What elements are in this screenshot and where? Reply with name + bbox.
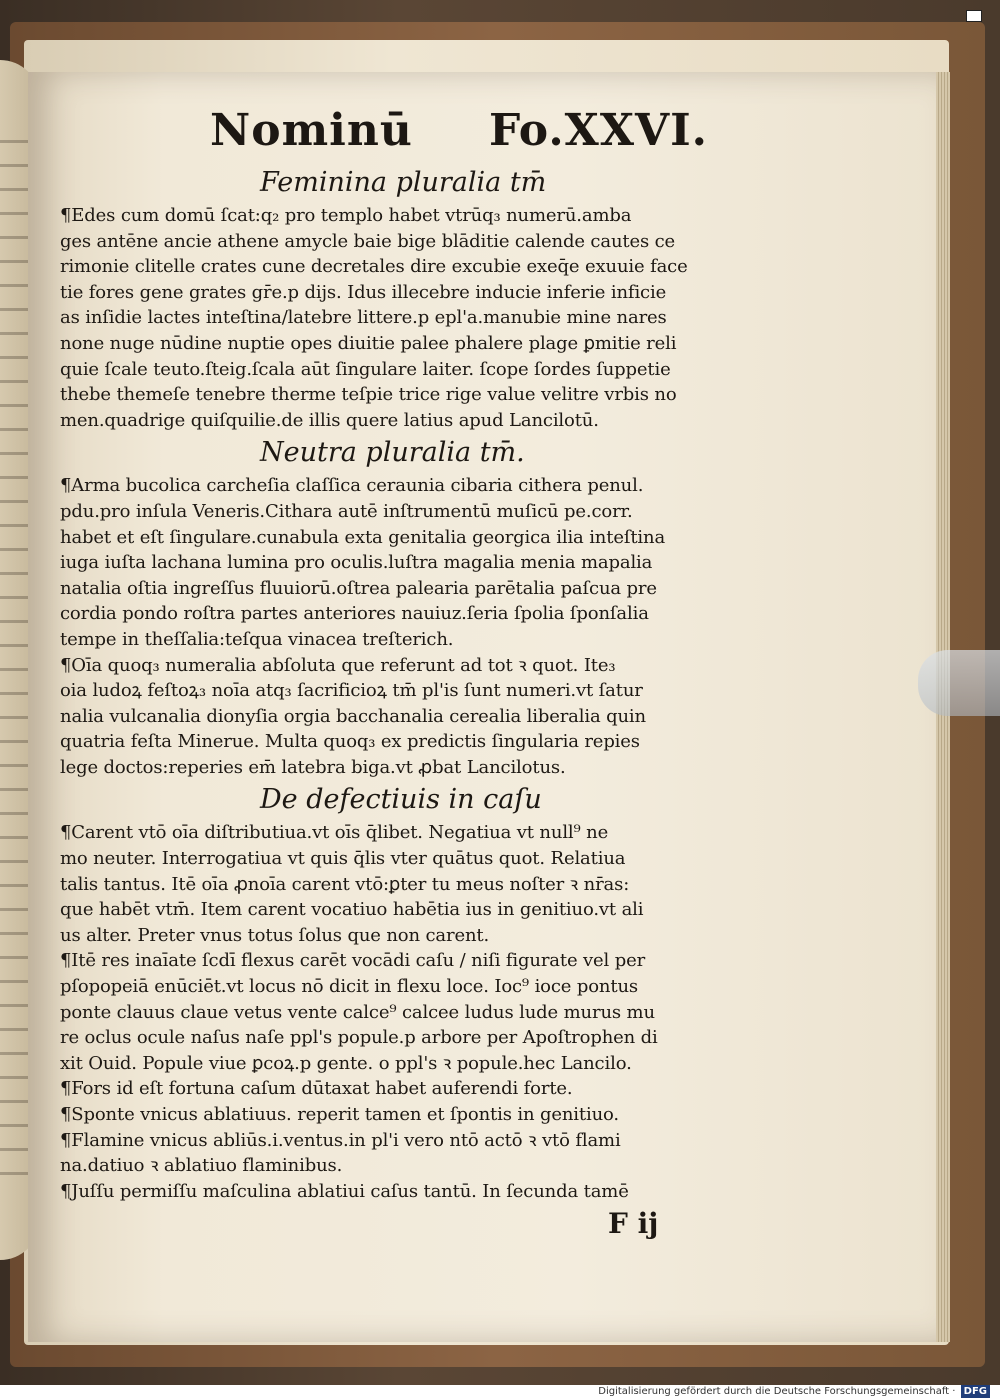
text-line: men.quadrige quiſquilie.de illis quere latius apud Lancilotū. [60, 409, 599, 431]
digitization-footer [0, 1385, 1000, 1398]
folio-number: Fo.XXVI. [488, 105, 708, 156]
text-line: tempe in theſſalia:teſqua vinacea treſterich. [60, 628, 454, 650]
text-line: nalia vulcanalia dionyſia orgia bacchanalia cerealia liberalia quin [60, 705, 646, 727]
text-line: ¶Flamine vnicus abliūs.i.ventus.in pl'i vero ntō actō ꝛ vtō flami [60, 1129, 621, 1151]
section-heading: De defectiuis in caſu [260, 784, 542, 816]
text-line: quatria feſta Minerue. Multa quoq₃ ex predictis ſingularia repies [60, 731, 640, 753]
text-line: xit Ouid. Popule viue ꝑcoꝝ.p gente. o ppl's ꝛ popule.hec Lancilo. [60, 1052, 632, 1074]
text-line: as inſidie lactes inteſtina/latebre littere.p epl'a.manubie mine nares [60, 307, 667, 329]
text-line: lege doctos:reperies em̄ latebra biga.vt ꝓbat Lancilotus. [60, 756, 566, 778]
text-line: ¶Fors id eſt fortuna caſum dūtaxat habet auferendi forte. [60, 1078, 573, 1100]
signature-mark: F ij [608, 1207, 659, 1241]
text-line: us alter. Preter vnus totus ſolus que non carent. [60, 924, 490, 946]
section-heading: Feminina pluralia tm̄ [260, 167, 547, 198]
text-line: habet et eſt ſingulare.cunabula exta genitalia georgica ilia inteſtina [60, 526, 666, 548]
text-line: rimonie clitelle crates cune decretales dire excubie exeq̄e exuuie face [60, 256, 688, 278]
section-heading: Neutra pluralia tm̄. [260, 437, 525, 469]
section-body [60, 203, 720, 433]
section-body [60, 820, 720, 1204]
page-clip [918, 650, 1000, 716]
text-line: ¶Sponte vnicus ablatiuus. reperit tamen et ſpontis in genitiuo. [60, 1104, 619, 1125]
text-line: iuga iuſta lachana lumina pro oculis.luſtra magalia menia mapalia [60, 552, 653, 574]
footer-credit-text: Digitalisierung gefördert durch die Deutsche Forschungsgemeinschaft · [598, 1386, 956, 1397]
page-text-block [60, 105, 720, 1244]
text-line: natalia oſtia ingreſſus fluuiorū.oſtrea palearia parētalia paſcua pre [60, 577, 657, 599]
text-line: ¶Carent vtō oīa diſtributiua.vt oīs q̄libet. Negatiua vt null⁹ ne [60, 822, 609, 844]
footer-credit [598, 1385, 990, 1398]
text-line: que habēt vtm̄. Item carent vocatiuo habētia ius in genitiuo.vt ali [60, 899, 644, 921]
text-line: none nuge nūdine nuptie opes diuitie palee phalere plage ꝑmitie reli [60, 332, 677, 354]
text-line: ¶Oīa quoq₃ numeralia abſoluta que referunt ad tot ꝛ quot. Ite₃ [60, 654, 616, 676]
text-line: oia ludoꝝ feſtoꝝ₃ noīa atq₃ ſacrificioꝝ tm̄ pl'is ſunt numeri.vt ſatur [60, 680, 643, 702]
text-line: ¶Arma bucolica carcheſia claſſica ceraunia cibaria cithera penul. [60, 475, 644, 497]
text-line: mo neuter. Interrogatiua vt quis q̄lis vter quātus quot. Relatiua [60, 848, 626, 870]
text-line: ges antēne ancie athene amycle baie bige blāditie calende cautes ce [60, 230, 676, 252]
text-line: ¶Juſſu permiſſu maſculina ablatiui caſus tantū. In ſecunda tamē [60, 1180, 629, 1202]
dfg-logo: DFG [961, 1385, 990, 1398]
text-line: pſopopeiā enūciēt.vt locus nō dicit in flexu loce. Ioc⁹ ioce pontus [60, 976, 638, 998]
text-line: ¶Edes cum domū ſcat:q₂ pro templo habet vtrūq₃ numerū.amba [60, 205, 632, 226]
running-header [60, 105, 720, 163]
text-line: pdu.pro inſula Veneris.Cithara autē inſtrumentū muſicū pe.corr. [60, 500, 633, 522]
text-line: talis tantus. Itē oīa ꝓnoīa carent vtō:ꝑter tu meus noſter ꝛ nr̄as: [60, 873, 630, 895]
text-line: ponte clauus claue vetus vente calce⁹ calcee ludus lude murus mu [60, 1001, 655, 1023]
text-line: re oclus ocule naſus naſe ppl's popule.p arbore per Apoſtrophen di [60, 1027, 658, 1049]
section-body [60, 473, 720, 780]
text-line: tie fores gene grates gr̄e.p dijs. Idus illecebre inducie inferie inficie [60, 281, 667, 303]
text-line: thebe themeſe tenebre therme teſpie trice rige value velitre vrbis no [60, 384, 677, 406]
header-title: Nominū [210, 105, 413, 156]
text-line: ¶Itē res inaīate ſcdī flexus carēt vocādi caſu / niſi figurate vel per [60, 950, 646, 972]
text-line: cordia pondo roſtra partes anteriores nauiuz.ſeria ſpolia ſponſalia [60, 603, 649, 625]
corner-marker [966, 10, 982, 22]
text-line: na.datiuo ꝛ ablatiuo flaminibus. [60, 1155, 343, 1177]
text-line: quie ſcale teuto.ſteig.ſcala aūt ſingulare laiter. ſcope ſordes ſuppetie [60, 358, 671, 380]
